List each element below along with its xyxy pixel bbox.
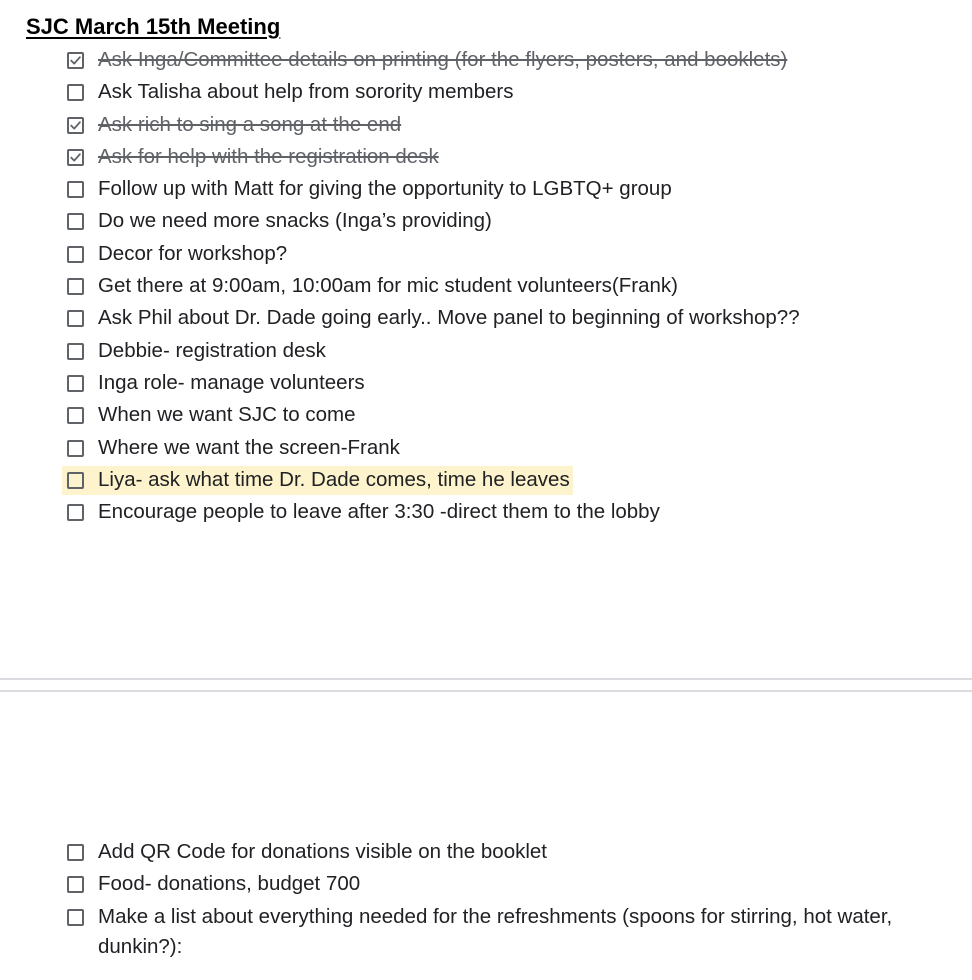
checklist-item[interactable]: [62, 336, 800, 368]
checklist-item[interactable]: [62, 400, 800, 432]
checklist-item[interactable]: [62, 465, 800, 497]
checklist-item-text[interactable]: Decor for workshop?: [98, 241, 288, 265]
checklist-item[interactable]: [62, 433, 800, 465]
checkbox-icon[interactable]: [67, 440, 84, 457]
checklist-item-text[interactable]: Encourage people to leave after 3:30 -direct them to the lobby: [98, 500, 660, 524]
checklist-item-text[interactable]: Make a list about everything needed for the refreshments (spoons for stirring, hot water, dunkin?):: [98, 904, 893, 958]
checklist-item[interactable]: [62, 77, 800, 109]
checkbox-icon[interactable]: [67, 181, 84, 198]
checkbox-icon[interactable]: [67, 84, 84, 101]
checklist-item-text[interactable]: Ask Inga/Committee details on printing (for the flyers, posters, and booklets): [98, 48, 788, 71]
checkbox-icon[interactable]: [67, 278, 84, 295]
checklist-item[interactable]: [62, 303, 800, 335]
checklist-item-text[interactable]: Add QR Code for donations visible on the booklet: [98, 840, 547, 863]
checkbox-icon[interactable]: [67, 472, 84, 489]
checklist-item-text[interactable]: Ask Talisha about help from sorority members: [98, 80, 514, 104]
checklist-item[interactable]: [62, 368, 800, 400]
checklist-item[interactable]: [62, 837, 958, 869]
checkbox-icon[interactable]: [67, 343, 84, 360]
checkbox-icon[interactable]: [67, 246, 84, 263]
checkbox-icon[interactable]: [67, 213, 84, 230]
checklist-item[interactable]: [62, 206, 800, 238]
checklist-item[interactable]: [62, 142, 800, 174]
checklist-item-text[interactable]: Food- donations, budget 700: [98, 872, 361, 896]
checklist-item[interactable]: [62, 902, 958, 962]
checkbox-icon[interactable]: [67, 504, 84, 521]
checkbox-checked-icon[interactable]: [67, 149, 84, 166]
checkbox-icon[interactable]: [67, 876, 84, 893]
checklist-item-text[interactable]: Ask for help with the registration desk: [98, 144, 439, 168]
checklist-item[interactable]: [62, 869, 958, 901]
checkbox-icon[interactable]: [67, 407, 84, 424]
checkbox-icon[interactable]: [67, 844, 84, 861]
checklist-item-text[interactable]: Get there at 9:00am, 10:00am for mic student volunteers(Frank): [98, 274, 678, 298]
checklist-item-text[interactable]: Liya- ask what time Dr. Dade comes, time he leaves: [98, 467, 570, 491]
checkbox-icon[interactable]: [67, 310, 84, 327]
checklist-item[interactable]: [62, 497, 800, 529]
checklist-item[interactable]: [62, 45, 800, 77]
checklist-item-text[interactable]: Debbie- registration desk: [98, 338, 326, 362]
checkbox-checked-icon[interactable]: [67, 117, 84, 134]
checkbox-icon[interactable]: [67, 909, 84, 926]
checklist-item-text[interactable]: Ask rich to sing a song at the end: [98, 112, 402, 136]
checkbox-icon[interactable]: [67, 375, 84, 392]
checkbox-checked-icon[interactable]: [67, 52, 84, 69]
checklist-item[interactable]: [62, 239, 800, 271]
checklist-item[interactable]: [62, 271, 800, 303]
checklist-item[interactable]: [62, 110, 800, 142]
meeting-heading[interactable]: SJC March 15th Meeting: [26, 14, 281, 39]
checklist-top: [62, 45, 800, 529]
checklist-item[interactable]: [62, 174, 800, 206]
checklist-item-text[interactable]: Inga role- manage volunteers: [98, 370, 365, 394]
checklist-item-text[interactable]: Ask Phil about Dr. Dade going early.. Move panel to beginning of workshop??: [98, 306, 800, 330]
checklist-item-text[interactable]: Do we need more snacks (Inga’s providing): [98, 209, 492, 233]
checklist-bottom: [62, 837, 958, 962]
page-break: [0, 678, 972, 692]
checklist-item-text[interactable]: Follow up with Matt for giving the opportunity to LGBTQ+ group: [98, 177, 672, 201]
checklist-item-text[interactable]: When we want SJC to come: [98, 403, 356, 427]
checklist-item-text[interactable]: Where we want the screen-Frank: [98, 435, 400, 459]
